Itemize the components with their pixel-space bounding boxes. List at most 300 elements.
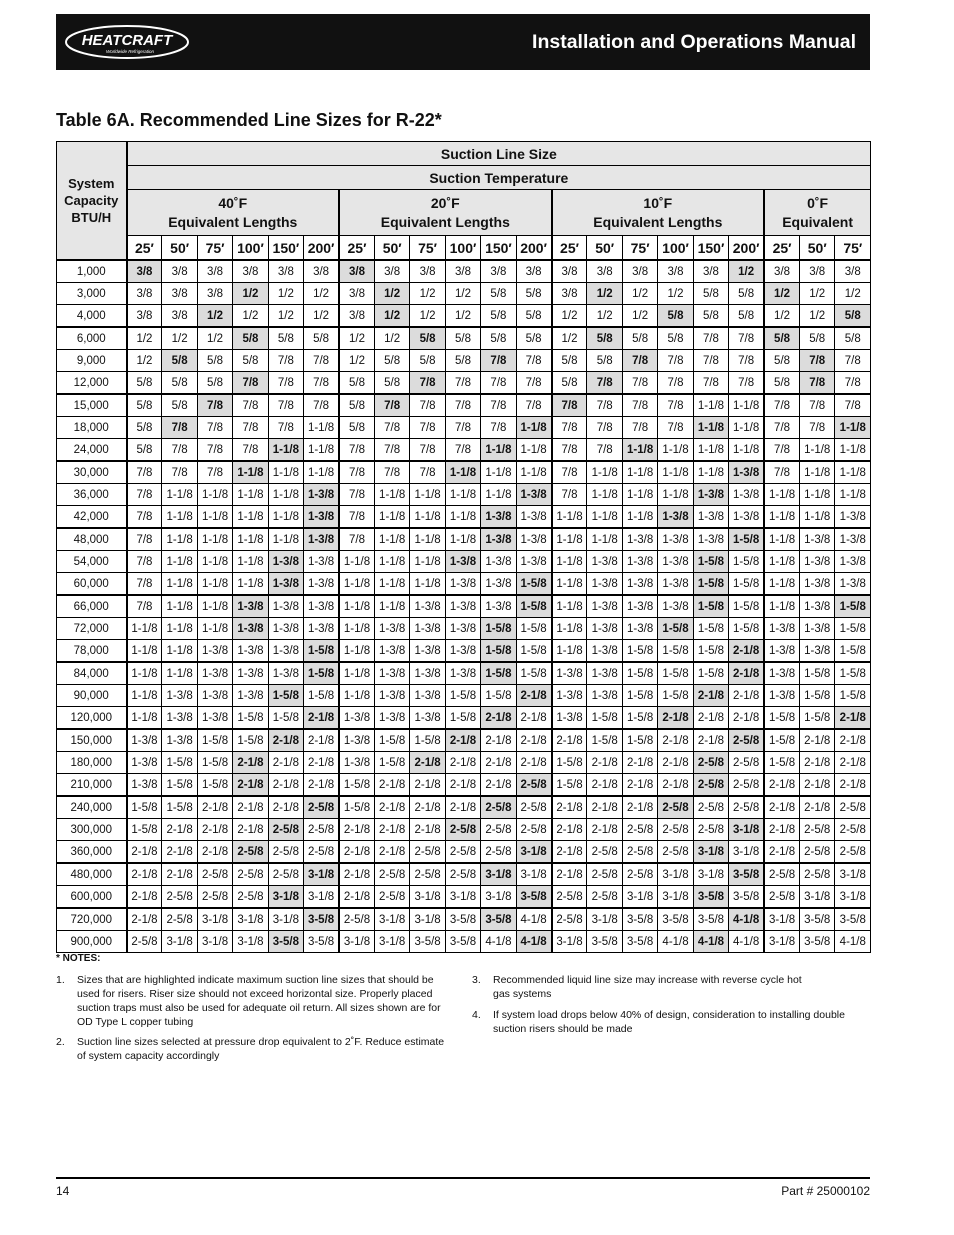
line-size-cell: 7/8	[410, 394, 445, 417]
line-size-cell: 5/8	[516, 305, 551, 328]
line-size-cell: 3-1/8	[764, 931, 799, 953]
line-size-cell: 1-1/8	[693, 439, 728, 462]
line-size-cell: 1-1/8	[587, 528, 622, 551]
line-size-cell: 1-3/8	[481, 595, 516, 618]
line-size-cell: 1-1/8	[162, 528, 197, 551]
line-size-cell: 1-3/8	[516, 528, 551, 551]
table-row	[57, 752, 871, 774]
line-size-cell: 2-5/8	[693, 819, 728, 841]
line-size-cell: 7/8	[197, 439, 232, 462]
line-size-cell: 2-5/8	[693, 796, 728, 819]
heatcraft-logo-icon	[64, 24, 190, 60]
line-size-cell: 3-5/8	[587, 931, 622, 953]
line-size-cell: 2-1/8	[445, 752, 480, 774]
line-size-cell: 1-3/8	[622, 595, 657, 618]
line-size-cell: 1-3/8	[587, 573, 622, 596]
capacity-cell: 42,000	[57, 506, 127, 529]
capacity-cell: 18,000	[57, 417, 127, 439]
line-size-cell: 5/8	[233, 327, 268, 350]
line-size-cell: 7/8	[268, 350, 303, 372]
line-size-cell: 2-5/8	[516, 796, 551, 819]
line-size-cell: 1-3/8	[197, 640, 232, 663]
line-size-cell: 2-1/8	[162, 863, 197, 886]
line-size-cell: 1-1/8	[233, 461, 268, 484]
line-size-cell: 7/8	[764, 417, 799, 439]
line-size-cell: 1-5/8	[693, 640, 728, 663]
table-row	[57, 595, 871, 618]
line-size-cell: 4-1/8	[516, 931, 551, 953]
line-size-cell: 1/2	[410, 283, 445, 305]
table-row	[57, 461, 871, 484]
capacity-cell: 84,000	[57, 662, 127, 685]
line-size-cell: 1-5/8	[800, 662, 835, 685]
line-size-cell: 3-1/8	[587, 908, 622, 931]
line-size-cell: 1-1/8	[233, 506, 268, 529]
line-size-cell: 3-1/8	[693, 863, 728, 886]
line-size-cell: 1-3/8	[304, 573, 339, 596]
note-line: suction risers should be made	[493, 1023, 633, 1035]
length-header: 25′	[552, 236, 587, 261]
line-size-cell: 7/8	[339, 528, 374, 551]
line-size-cell: 2-5/8	[800, 841, 835, 864]
line-size-cell: 2-1/8	[729, 685, 764, 707]
line-size-cell: 1-3/8	[481, 528, 516, 551]
line-size-cell: 1/2	[587, 305, 622, 328]
line-size-cell: 2-1/8	[658, 752, 693, 774]
line-size-cell: 2-5/8	[268, 841, 303, 864]
line-size-cell: 2-5/8	[622, 819, 657, 841]
line-size-cell: 1-1/8	[729, 394, 764, 417]
line-size-cell: 1-1/8	[197, 618, 232, 640]
line-size-cell: 5/8	[622, 327, 657, 350]
note-text	[77, 973, 441, 1029]
line-size-cell: 7/8	[693, 350, 728, 372]
line-size-cell: 1-3/8	[445, 573, 480, 596]
line-size-cell: 3-5/8	[800, 931, 835, 953]
line-size-cell: 2-1/8	[587, 796, 622, 819]
table-row	[57, 305, 871, 328]
line-size-cell: 1-1/8	[800, 461, 835, 484]
line-size-cell: 1-1/8	[693, 461, 728, 484]
line-size-cell: 7/8	[445, 417, 480, 439]
line-size-cell: 2-5/8	[764, 886, 799, 909]
line-size-cell: 1-3/8	[445, 595, 480, 618]
line-size-cell: 7/8	[622, 350, 657, 372]
line-size-cell: 1-1/8	[374, 506, 409, 529]
line-size-cell: 1-1/8	[162, 595, 197, 618]
line-size-cell: 1-1/8	[127, 707, 162, 730]
logo-text: HEATCRAFT	[81, 32, 173, 49]
line-size-cell: 2-1/8	[410, 796, 445, 819]
line-size-cell: 3-5/8	[410, 931, 445, 953]
line-size-cell: 3-1/8	[658, 886, 693, 909]
line-size-cell: 1-3/8	[516, 484, 551, 506]
line-size-cell: 1-5/8	[729, 595, 764, 618]
line-size-cell: 4-1/8	[516, 908, 551, 931]
line-size-cell: 2-1/8	[729, 707, 764, 730]
system-header-line: System	[68, 176, 115, 191]
line-size-cell: 1-1/8	[658, 439, 693, 462]
line-size-cell: 1-5/8	[764, 752, 799, 774]
line-size-cell: 1-3/8	[764, 662, 799, 685]
line-size-cell: 1-1/8	[197, 595, 232, 618]
line-size-cell: 1-3/8	[587, 551, 622, 573]
line-size-cell: 1-1/8	[552, 551, 587, 573]
line-size-cell: 1-3/8	[304, 528, 339, 551]
line-size-cell: 1-3/8	[197, 707, 232, 730]
line-size-cell: 1-5/8	[516, 573, 551, 596]
table-row	[57, 573, 871, 596]
line-size-cell: 1-5/8	[268, 685, 303, 707]
line-size-cell: 3/8	[764, 260, 799, 283]
line-size-cell: 3-1/8	[729, 841, 764, 864]
line-size-cell: 3-1/8	[481, 863, 516, 886]
line-size-cell: 2-1/8	[268, 774, 303, 797]
line-size-cell: 3-5/8	[268, 931, 303, 953]
line-size-cell: 1-3/8	[268, 573, 303, 596]
line-size-cell: 1-5/8	[445, 707, 480, 730]
equivalent-lengths-label: Equivalent Lengths	[168, 213, 298, 230]
line-size-cell: 5/8	[481, 305, 516, 328]
line-size-cell: 2-1/8	[410, 774, 445, 797]
line-size-cell: 1-3/8	[516, 551, 551, 573]
line-size-cell: 3-5/8	[729, 886, 764, 909]
line-size-cell: 1-1/8	[410, 484, 445, 506]
line-size-cell: 1/2	[304, 283, 339, 305]
line-size-cell: 1/2	[127, 350, 162, 372]
line-size-cell: 1-1/8	[835, 484, 871, 506]
line-size-cell: 1-3/8	[552, 662, 587, 685]
line-size-cell: 1-3/8	[197, 662, 232, 685]
line-size-cell: 2-1/8	[339, 819, 374, 841]
line-size-cell: 1-5/8	[233, 707, 268, 730]
line-size-cell: 1-3/8	[374, 618, 409, 640]
line-size-cell: 2-5/8	[658, 796, 693, 819]
line-size-cell: 2-1/8	[764, 774, 799, 797]
table-row	[57, 774, 871, 797]
capacity-cell: 24,000	[57, 439, 127, 462]
suction-line-size-header: Suction Line Size	[127, 142, 871, 166]
line-size-cell: 1-5/8	[622, 685, 657, 707]
line-size-cell: 2-1/8	[587, 752, 622, 774]
line-size-cell: 2-5/8	[197, 863, 232, 886]
line-size-cell: 1-1/8	[339, 685, 374, 707]
line-size-cell: 7/8	[127, 528, 162, 551]
line-size-cell: 5/8	[127, 394, 162, 417]
line-size-cell: 3-5/8	[304, 908, 339, 931]
line-size-cell: 2-5/8	[587, 863, 622, 886]
line-size-cell: 3-1/8	[374, 931, 409, 953]
line-size-cell: 7/8	[268, 417, 303, 439]
line-size-cell: 1-5/8	[693, 573, 728, 596]
line-size-cell: 3-1/8	[339, 931, 374, 953]
line-size-cell: 1-1/8	[339, 640, 374, 663]
line-size-cell: 1/2	[339, 327, 374, 350]
line-size-cell: 1-5/8	[552, 774, 587, 797]
line-size-cell: 2-5/8	[622, 841, 657, 864]
line-size-cell: 7/8	[304, 394, 339, 417]
line-size-cell: 1-5/8	[127, 819, 162, 841]
line-size-cell: 5/8	[339, 417, 374, 439]
line-size-cell: 7/8	[339, 506, 374, 529]
line-size-cell: 1-5/8	[127, 796, 162, 819]
system-header-line: Capacity	[64, 193, 119, 208]
line-size-cell: 5/8	[374, 372, 409, 395]
line-size-cell: 1-3/8	[729, 461, 764, 484]
line-size-cell: 1-5/8	[481, 640, 516, 663]
line-size-cell: 7/8	[729, 350, 764, 372]
line-size-cell: 1-1/8	[197, 506, 232, 529]
line-size-cell: 2-1/8	[374, 841, 409, 864]
line-size-cell: 1-3/8	[304, 551, 339, 573]
line-size-cell: 2-1/8	[304, 707, 339, 730]
line-size-cell: 1-5/8	[693, 662, 728, 685]
table-row	[57, 417, 871, 439]
line-size-cell: 5/8	[339, 372, 374, 395]
line-size-cell: 2-5/8	[729, 774, 764, 797]
line-size-cell: 1/2	[374, 305, 409, 328]
line-size-cell: 1-3/8	[800, 528, 835, 551]
line-size-cell: 3/8	[197, 260, 232, 283]
line-size-cell: 3/8	[197, 283, 232, 305]
line-size-cell: 1-1/8	[622, 439, 657, 462]
line-size-cell: 1-1/8	[410, 506, 445, 529]
line-size-cell: 3-1/8	[410, 886, 445, 909]
line-size-cell: 7/8	[339, 461, 374, 484]
line-size-cell: 5/8	[552, 372, 587, 395]
line-size-cell: 5/8	[764, 372, 799, 395]
line-size-cell: 5/8	[162, 372, 197, 395]
capacity-cell: 12,000	[57, 372, 127, 395]
line-size-cell: 1/2	[622, 305, 657, 328]
line-size-cell: 1-3/8	[800, 640, 835, 663]
line-size-cell: 3/8	[233, 260, 268, 283]
line-size-cell: 2-1/8	[304, 752, 339, 774]
line-size-cell: 2-5/8	[516, 819, 551, 841]
line-size-cell: 1-1/8	[197, 573, 232, 596]
line-size-cell: 2-5/8	[445, 819, 480, 841]
line-size-cell: 7/8	[552, 439, 587, 462]
table-row	[57, 484, 871, 506]
line-size-cell: 1-1/8	[339, 662, 374, 685]
line-size-cell: 3-1/8	[197, 908, 232, 931]
line-size-cell: 1-5/8	[835, 685, 871, 707]
line-size-cell: 1-1/8	[764, 551, 799, 573]
line-size-cell: 1-1/8	[127, 640, 162, 663]
line-size-cell: 2-1/8	[374, 819, 409, 841]
table-row	[57, 551, 871, 573]
line-size-cell: 1-1/8	[764, 573, 799, 596]
length-header: 100′	[233, 236, 268, 261]
line-size-cell: 1-3/8	[729, 484, 764, 506]
line-size-cell: 1-3/8	[552, 707, 587, 730]
line-size-cell: 1-1/8	[764, 506, 799, 529]
line-size-cell: 2-1/8	[162, 841, 197, 864]
line-size-cell: 1-5/8	[658, 618, 693, 640]
table-row	[57, 283, 871, 305]
line-size-cell: 3-5/8	[445, 908, 480, 931]
line-size-cell: 2-1/8	[693, 685, 728, 707]
line-size-cell: 1/2	[445, 283, 480, 305]
line-size-cell: 3/8	[445, 260, 480, 283]
line-size-cell: 2-1/8	[127, 863, 162, 886]
line-size-cell: 1-5/8	[268, 707, 303, 730]
line-size-cell: 7/8	[445, 439, 480, 462]
line-size-cell: 1-3/8	[374, 707, 409, 730]
line-size-cell: 1-1/8	[233, 528, 268, 551]
line-size-cell: 5/8	[658, 327, 693, 350]
line-size-cell: 3-5/8	[622, 908, 657, 931]
line-size-cell: 1-3/8	[800, 573, 835, 596]
line-size-cell: 7/8	[481, 350, 516, 372]
line-size-cell: 1-5/8	[622, 662, 657, 685]
line-size-cell: 7/8	[233, 417, 268, 439]
logo-tagline: Worldwide Refrigeration	[105, 49, 155, 54]
line-size-cell: 1/2	[374, 327, 409, 350]
line-size-cell: 3-1/8	[658, 863, 693, 886]
line-size-cell: 3-1/8	[268, 886, 303, 909]
line-size-cell: 1/2	[764, 283, 799, 305]
length-header: 75′	[835, 236, 871, 261]
line-size-cell: 2-1/8	[374, 774, 409, 797]
capacity-cell: 3,000	[57, 283, 127, 305]
line-size-cell: 2-1/8	[304, 774, 339, 797]
line-size-cell: 1/2	[764, 305, 799, 328]
line-size-cell: 1-1/8	[445, 506, 480, 529]
line-size-cell: 1-3/8	[268, 662, 303, 685]
table-row	[57, 327, 871, 350]
line-size-cell: 5/8	[233, 350, 268, 372]
line-size-cell: 1-3/8	[233, 618, 268, 640]
line-size-cell: 1-1/8	[162, 662, 197, 685]
line-size-cell: 5/8	[800, 327, 835, 350]
line-size-cell: 1-3/8	[374, 685, 409, 707]
note-line: suction traps must also be used for adequate oil return. All sizes shown are for	[77, 1002, 441, 1014]
line-size-cell: 1-3/8	[658, 573, 693, 596]
line-size-cell: 1-1/8	[481, 439, 516, 462]
line-size-cell: 7/8	[410, 417, 445, 439]
line-size-cell: 5/8	[764, 350, 799, 372]
line-size-cell: 3/8	[339, 283, 374, 305]
equivalent-lengths-label: Equivalent Lengths	[380, 213, 510, 230]
line-size-cell: 5/8	[835, 305, 871, 328]
line-size-cell: 2-5/8	[552, 886, 587, 909]
equivalent-lengths-label: Equivalent	[782, 213, 853, 230]
line-size-cell: 1-5/8	[729, 573, 764, 596]
line-size-cell: 1-1/8	[445, 528, 480, 551]
line-size-cell: 1-3/8	[587, 595, 622, 618]
line-size-cell: 1-3/8	[729, 506, 764, 529]
table-title: Table 6A. Recommended Line Sizes for R-22*	[56, 110, 442, 130]
line-size-cell: 1-1/8	[127, 662, 162, 685]
length-header: 25′	[127, 236, 162, 261]
line-size-cell: 1-1/8	[268, 484, 303, 506]
line-size-cell: 1-1/8	[233, 573, 268, 596]
line-size-cell: 7/8	[127, 595, 162, 618]
line-size-cell: 2-1/8	[516, 707, 551, 730]
capacity-cell: 900,000	[57, 931, 127, 953]
line-size-cell: 7/8	[410, 372, 445, 395]
line-size-cell: 3/8	[162, 283, 197, 305]
table-row	[57, 372, 871, 395]
line-size-cell: 7/8	[127, 551, 162, 573]
line-size-cell: 1-3/8	[835, 573, 871, 596]
length-header: 200′	[304, 236, 339, 261]
line-size-cell: 1-1/8	[800, 484, 835, 506]
capacity-cell: 60,000	[57, 573, 127, 596]
line-size-cell: 2-5/8	[693, 752, 728, 774]
line-size-cell: 1-1/8	[552, 618, 587, 640]
line-size-table	[56, 141, 871, 953]
line-size-cell: 5/8	[516, 283, 551, 305]
line-size-cell: 7/8	[587, 394, 622, 417]
line-size-cell: 7/8	[516, 350, 551, 372]
length-header: 50′	[587, 236, 622, 261]
temperature-label: 20˚F	[430, 194, 460, 211]
line-size-cell: 3-5/8	[481, 908, 516, 931]
line-size-cell: 1-1/8	[481, 461, 516, 484]
capacity-cell: 36,000	[57, 484, 127, 506]
line-size-cell: 2-5/8	[233, 841, 268, 864]
line-size-cell: 1-3/8	[304, 595, 339, 618]
line-size-cell: 2-5/8	[800, 863, 835, 886]
line-size-cell: 1/2	[587, 283, 622, 305]
line-size-cell: 1-5/8	[693, 595, 728, 618]
line-size-cell: 1-3/8	[587, 618, 622, 640]
line-size-cell: 1-5/8	[481, 618, 516, 640]
line-size-cell: 7/8	[233, 394, 268, 417]
line-size-cell: 1-1/8	[622, 461, 657, 484]
line-size-cell: 1-3/8	[233, 640, 268, 663]
note-number: 3.	[472, 974, 481, 986]
line-size-cell: 1-3/8	[622, 573, 657, 596]
line-size-cell: 2-1/8	[197, 819, 232, 841]
note-item	[56, 1035, 456, 1063]
line-size-cell: 7/8	[374, 417, 409, 439]
line-size-cell: 1-5/8	[622, 640, 657, 663]
line-size-cell: 1-5/8	[339, 796, 374, 819]
line-size-cell: 2-5/8	[587, 886, 622, 909]
line-size-cell: 7/8	[445, 394, 480, 417]
line-size-cell: 3-5/8	[800, 908, 835, 931]
capacity-cell: 300,000	[57, 819, 127, 841]
line-size-cell: 5/8	[410, 327, 445, 350]
line-size-cell: 5/8	[339, 394, 374, 417]
line-size-cell: 1-3/8	[658, 595, 693, 618]
line-size-cell: 1/2	[552, 327, 587, 350]
line-size-cell: 2-5/8	[374, 863, 409, 886]
line-size-cell: 2-5/8	[729, 729, 764, 752]
line-size-cell: 2-1/8	[587, 819, 622, 841]
line-size-cell: 7/8	[658, 372, 693, 395]
capacity-cell: 600,000	[57, 886, 127, 909]
line-size-cell: 3-5/8	[445, 931, 480, 953]
line-size-cell: 2-1/8	[410, 819, 445, 841]
capacity-cell: 6,000	[57, 327, 127, 350]
capacity-cell: 90,000	[57, 685, 127, 707]
line-size-cell: 1-5/8	[622, 707, 657, 730]
line-size-cell: 1-1/8	[729, 417, 764, 439]
line-size-cell: 2-1/8	[835, 774, 871, 797]
note-number: 4.	[472, 1009, 481, 1021]
table-row	[57, 863, 871, 886]
line-size-cell: 3/8	[800, 260, 835, 283]
capacity-cell: 66,000	[57, 595, 127, 618]
line-size-cell: 2-1/8	[552, 841, 587, 864]
line-size-cell: 2-5/8	[552, 908, 587, 931]
capacity-cell: 360,000	[57, 841, 127, 864]
line-size-cell: 2-5/8	[729, 752, 764, 774]
